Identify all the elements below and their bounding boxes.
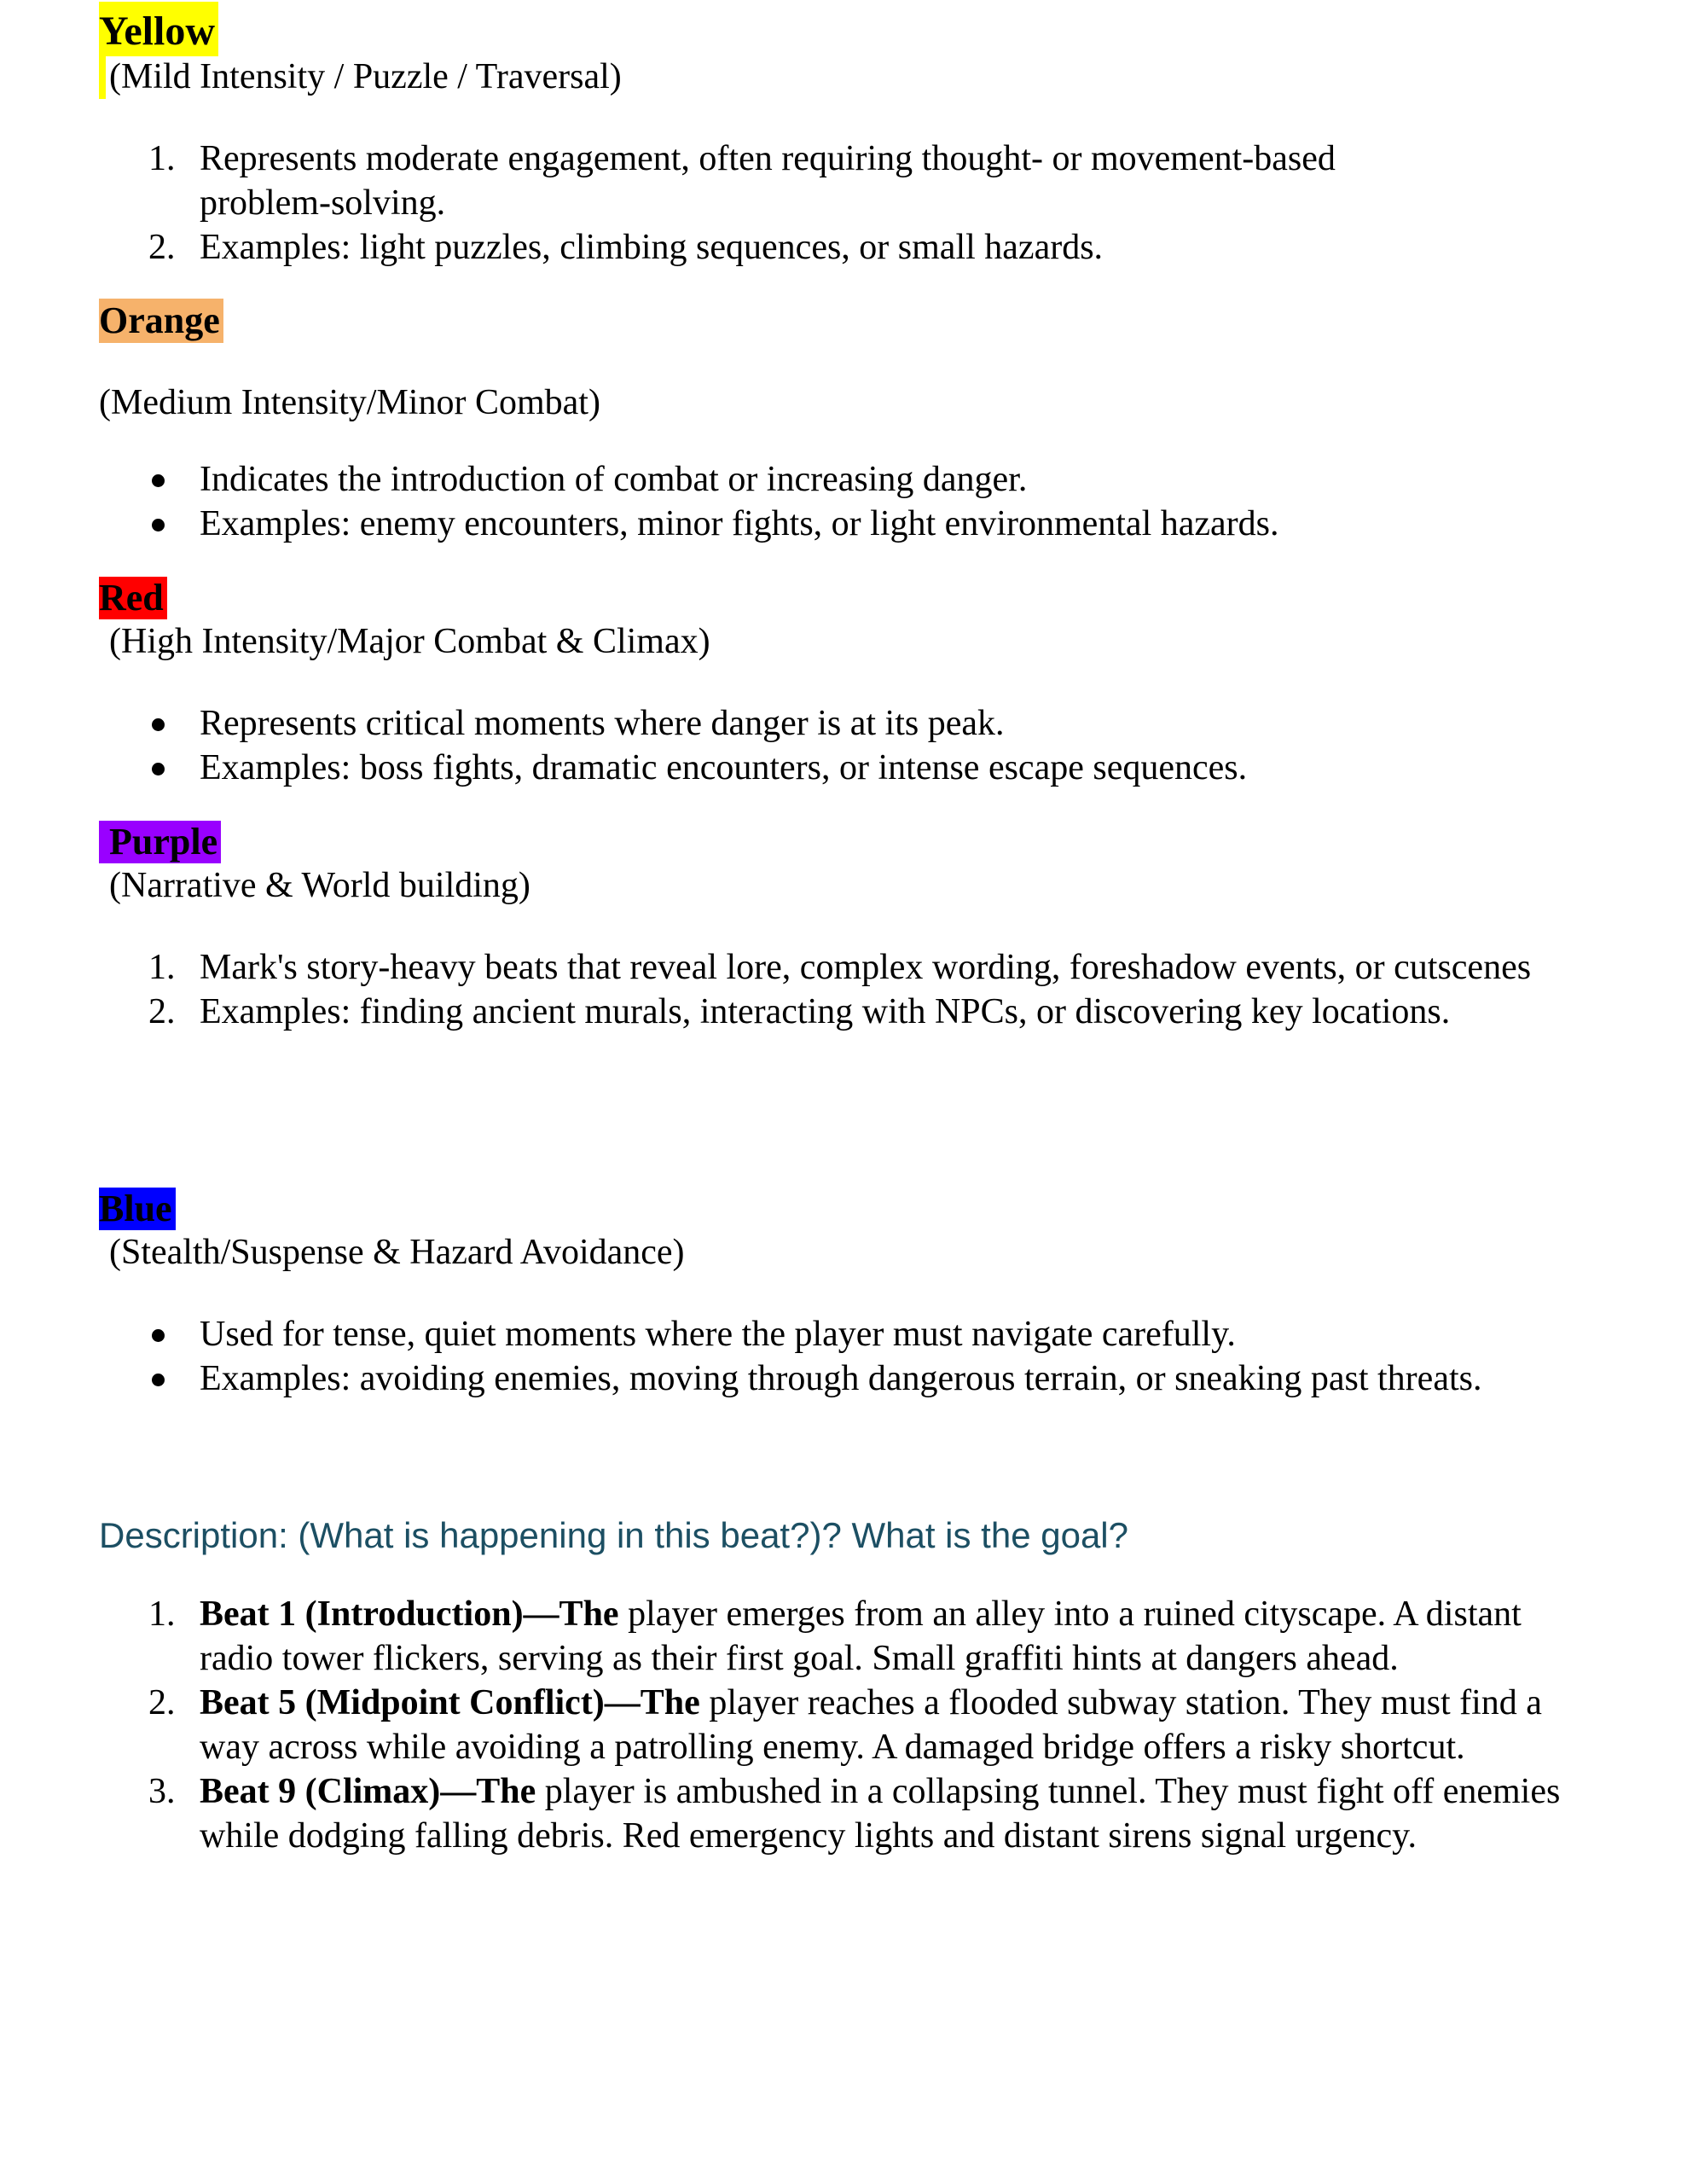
- category-title: Purple: [99, 821, 221, 863]
- category-title: Blue: [99, 1188, 176, 1230]
- beat-text: player reaches a flooded subway station. They must find a way across while avoiding a patrolling enemy. A damaged bridge offers a risky shortcut.: [200, 1683, 1542, 1767]
- list-item: 2. Examples: finding ancient murals, interacting with NPCs, or discovering key locations.: [99, 990, 1532, 1034]
- category-subtitle: (Medium Intensity/Minor Combat): [99, 383, 600, 422]
- red-list: [99, 701, 1549, 790]
- list-number: 1.: [148, 139, 176, 178]
- bullet-icon: [152, 763, 165, 775]
- list-item: 1. Represents moderate engagement, often requiring thought- or movement-based problem-solving.: [99, 136, 1464, 225]
- category-title: Orange: [99, 299, 223, 343]
- category-yellow: [99, 2, 622, 99]
- beat-title: Beat 9 (Climax)—The: [200, 1772, 536, 1811]
- list-number: 1.: [148, 948, 176, 987]
- list-item: 1. Mark's story-heavy beats that reveal lore, complex wording, foreshadow events, or cutscenes: [99, 945, 1532, 990]
- list-item: Examples: avoiding enemies, moving through dangerous terrain, or sneaking past threats.: [99, 1356, 1634, 1401]
- description-heading: Description: (What is happening in this beat?)? What is the goal?: [99, 1515, 1128, 1555]
- blue-list: [99, 1312, 1634, 1401]
- beat-text: player is ambushed in a collapsing tunnel. They must fight off enemies while dodging falling debris. Red emergency lights and distant sirens signal urgency.: [200, 1772, 1561, 1856]
- beat-text: player emerges from an alley into a ruined cityscape. A distant radio tower flickers, serving as their first goal. Small graffiti hints at dangers ahead.: [200, 1594, 1522, 1678]
- category-purple: [99, 821, 530, 908]
- list-number: 3.: [148, 1772, 176, 1811]
- bullet-icon: [152, 718, 165, 731]
- list-number: 2.: [148, 228, 176, 267]
- beat-title: Beat 5 (Midpoint Conflict)—The: [200, 1683, 700, 1722]
- list-item: Used for tense, quiet moments where the player must navigate carefully.: [99, 1312, 1634, 1356]
- list-item: Indicates the introduction of combat or increasing danger.: [99, 457, 1549, 502]
- beat-item: [99, 1769, 1566, 1858]
- list-item: Represents critical moments where danger is at its peak.: [99, 701, 1549, 746]
- list-item: Examples: enemy encounters, minor fights, or light environmental hazards.: [99, 502, 1549, 546]
- bullet-icon: [152, 519, 165, 531]
- bullet-icon: [152, 1329, 165, 1342]
- category-orange: [99, 299, 223, 343]
- category-title: Red: [99, 577, 167, 619]
- orange-list: [99, 457, 1549, 546]
- beats-list: [99, 1592, 1566, 1858]
- list-item: 2. Examples: light puzzles, climbing sequences, or small hazards.: [99, 225, 1464, 270]
- category-red: [99, 577, 710, 664]
- category-subtitle: (Stealth/Suspense & Hazard Avoidance): [109, 1233, 685, 1272]
- list-number: 1.: [148, 1594, 176, 1634]
- beat-title: Beat 1 (Introduction)—The: [200, 1594, 619, 1634]
- beat-item: [99, 1592, 1566, 1681]
- category-subtitle: (Narrative & World building): [109, 866, 530, 905]
- list-number: 2.: [148, 1683, 176, 1722]
- yellow-list: [99, 136, 1464, 270]
- category-blue: [99, 1188, 685, 1275]
- beat-item: [99, 1681, 1566, 1769]
- list-number: 2.: [148, 992, 176, 1031]
- purple-list: [99, 945, 1532, 1034]
- list-item: Examples: boss fights, dramatic encounters, or intense escape sequences.: [99, 746, 1549, 790]
- category-subtitle: (Mild Intensity / Puzzle / Traversal): [99, 55, 622, 99]
- bullet-icon: [152, 474, 165, 487]
- category-title: Yellow: [99, 2, 218, 56]
- category-subtitle: (High Intensity/Major Combat & Climax): [109, 622, 710, 661]
- bullet-icon: [152, 1374, 165, 1386]
